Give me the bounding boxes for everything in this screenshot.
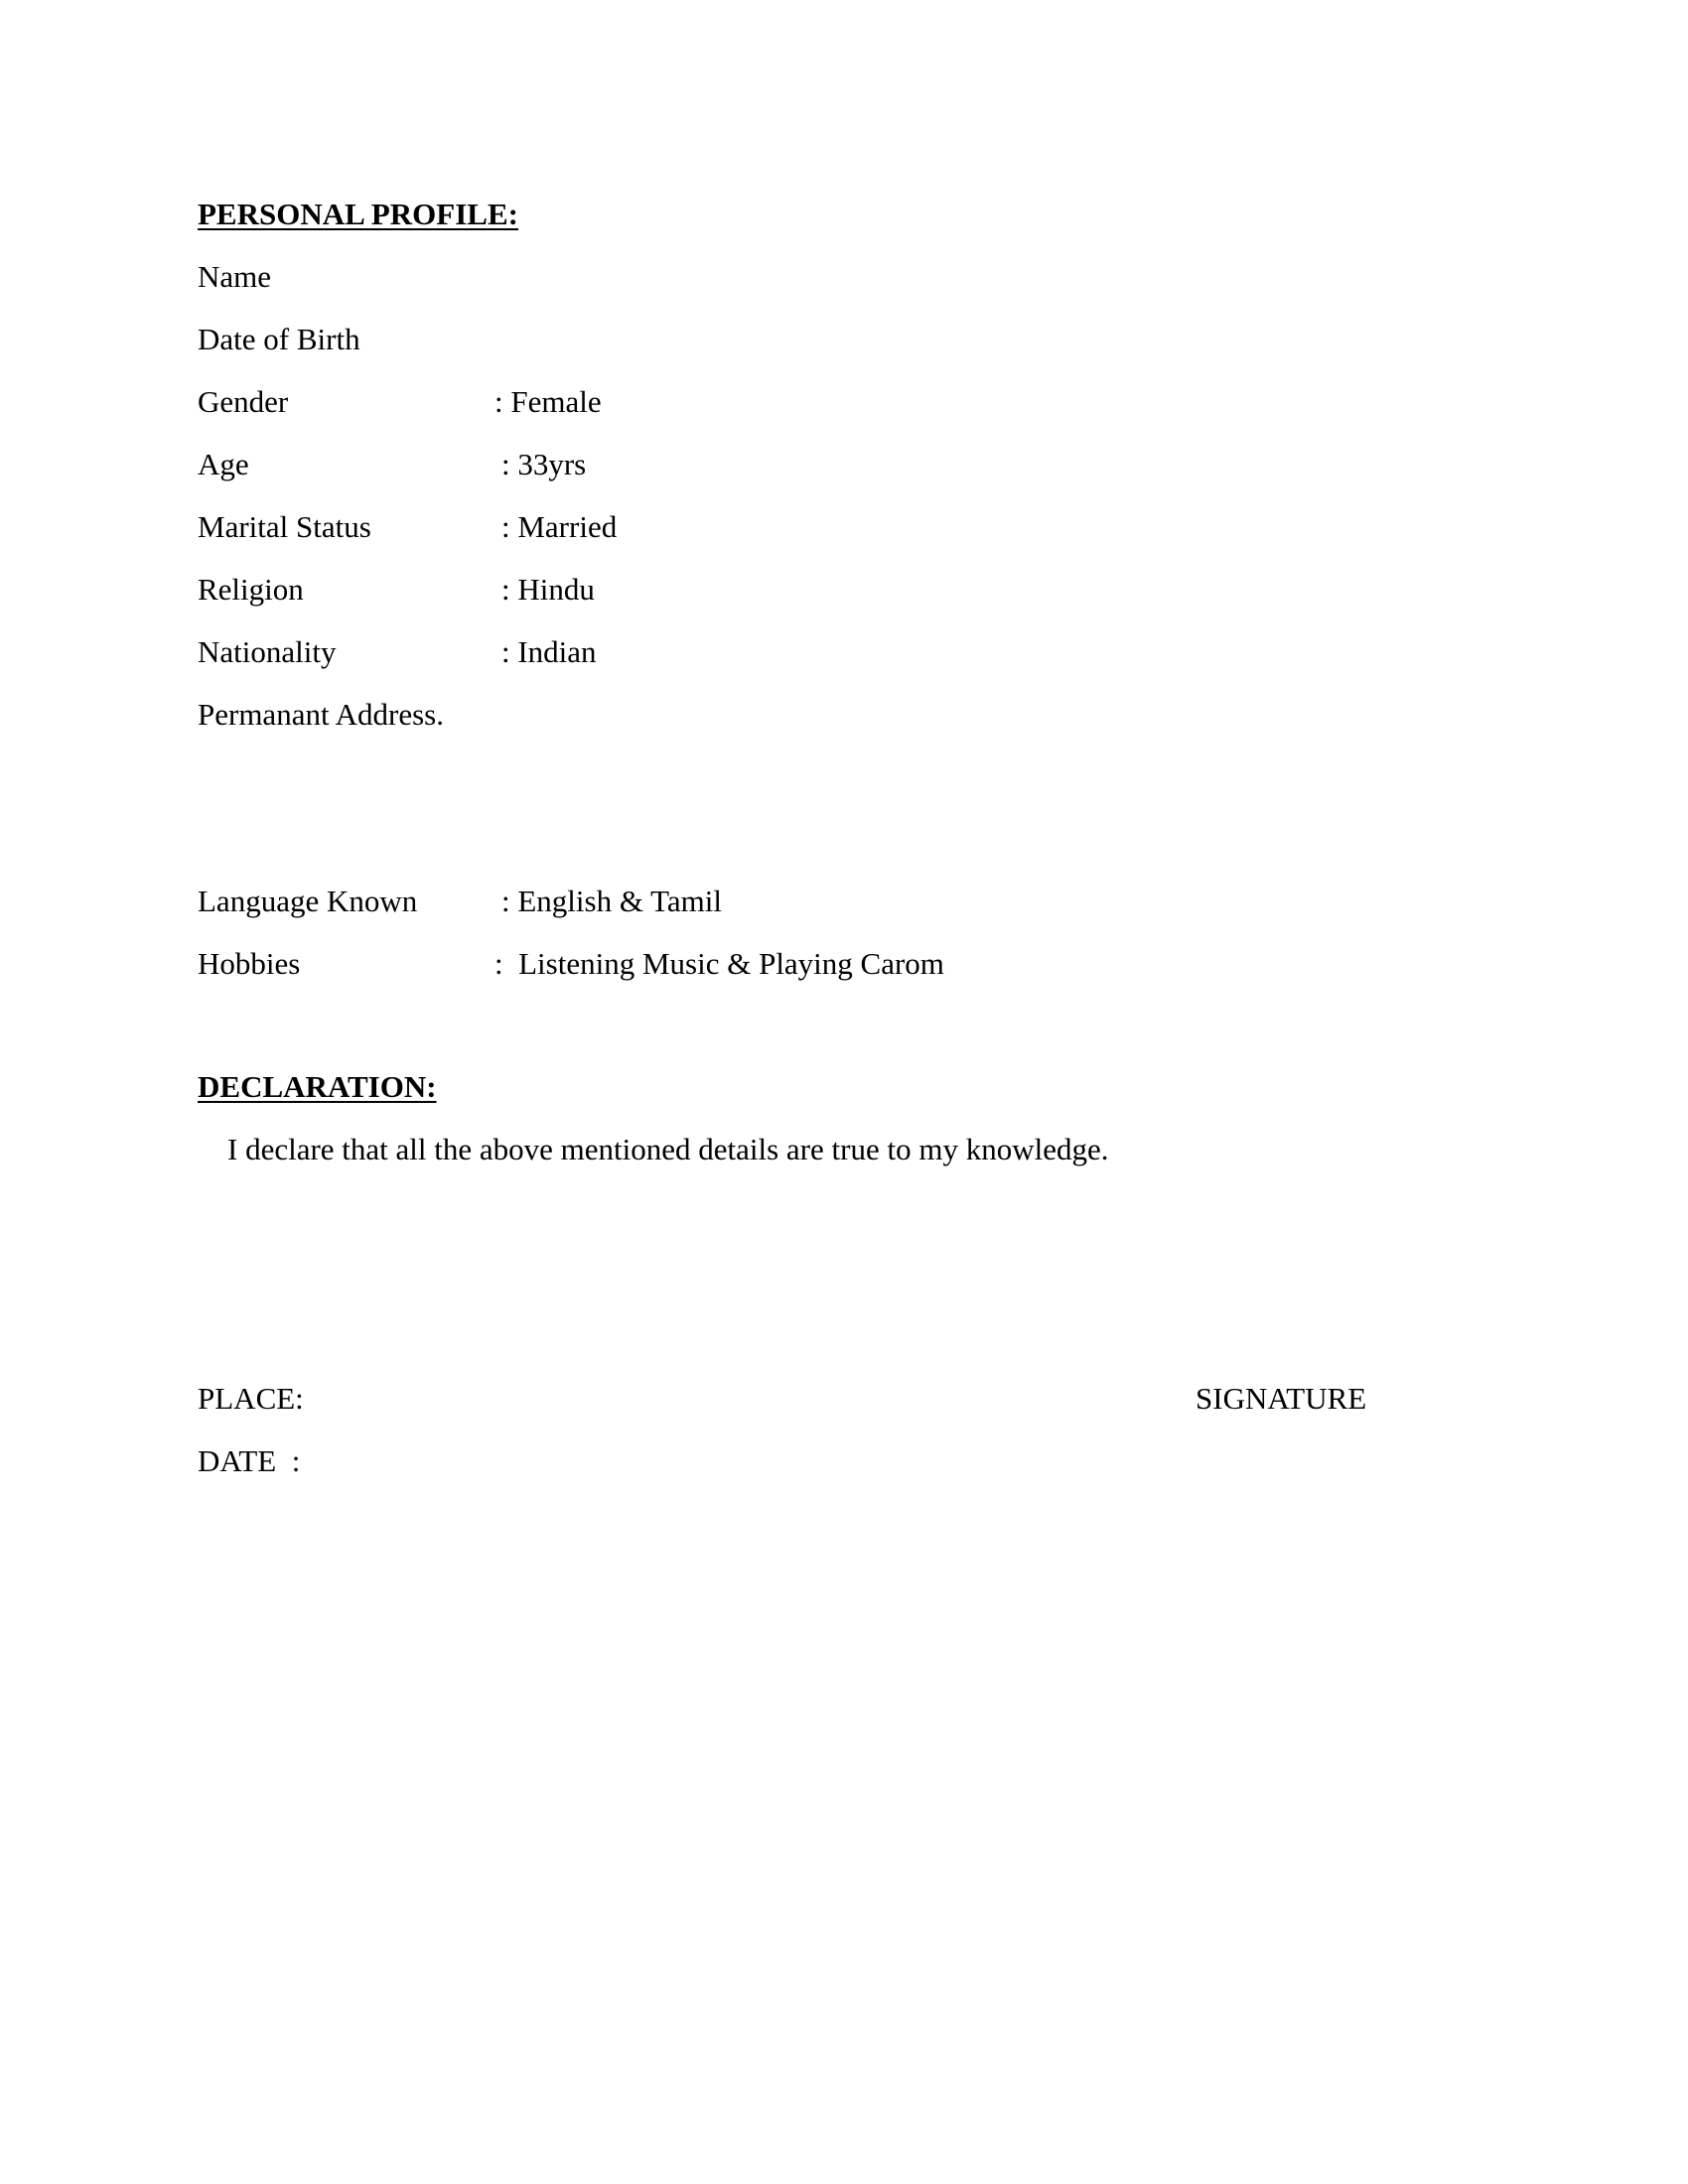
- declaration-heading: DECLARATION:: [198, 1069, 437, 1104]
- nationality-label: Nationality: [198, 634, 337, 669]
- permanent-address-label: Permanant Address.: [198, 697, 444, 732]
- date-label: DATE :: [198, 1443, 301, 1478]
- religion-value: : Hindu: [501, 572, 595, 607]
- gender-value: : Female: [494, 384, 602, 419]
- personal-profile-heading: PERSONAL PROFILE:: [198, 197, 518, 231]
- hobbies-value: : Listening Music & Playing Carom: [494, 946, 944, 981]
- age-label: Age: [198, 447, 249, 481]
- dob-label: Date of Birth: [198, 322, 360, 356]
- gender-label: Gender: [198, 384, 289, 419]
- name-label: Name: [198, 259, 272, 294]
- age-value: : 33yrs: [501, 447, 587, 481]
- marital-status-value: : Married: [501, 509, 618, 544]
- declaration-text: I declare that all the above mentioned details are true to my knowledge.: [227, 1132, 1109, 1166]
- signature-label: SIGNATURE: [1196, 1381, 1367, 1416]
- hobbies-label: Hobbies: [198, 946, 301, 981]
- religion-label: Religion: [198, 572, 304, 607]
- language-known-label: Language Known: [198, 884, 418, 918]
- language-known-value: : English & Tamil: [501, 884, 723, 918]
- nationality-value: : Indian: [501, 634, 597, 669]
- place-label: PLACE:: [198, 1381, 304, 1416]
- marital-status-label: Marital Status: [198, 509, 371, 544]
